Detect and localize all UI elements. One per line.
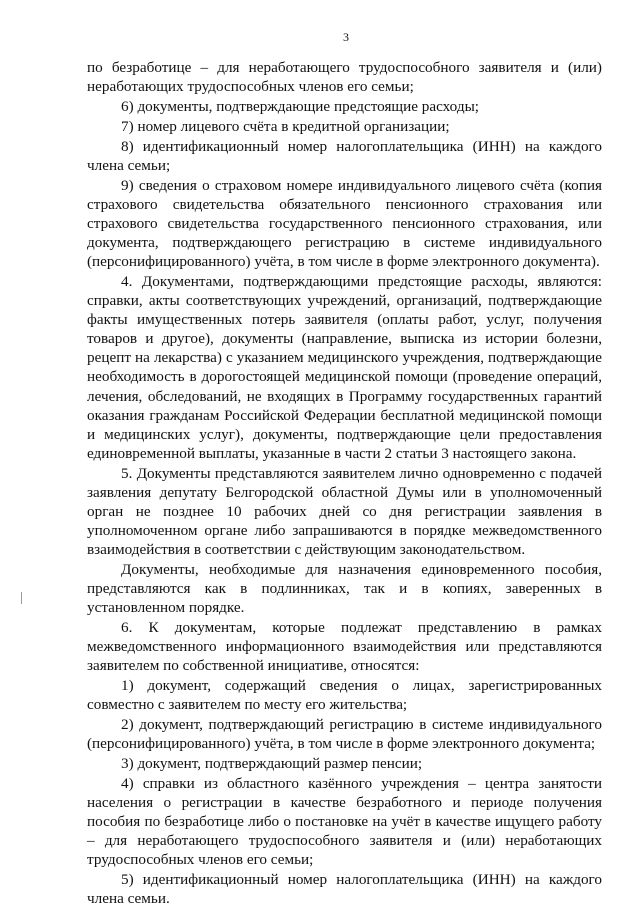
page-number: 3 (343, 30, 349, 44)
paragraph-item-9: 9) сведения о страховом номере индивидуального лицевого счёта (копия страхового свидетельства обязательного пенсионного страхования или страхового свидетельства государственного пенсионного страхования, или документа, подтверждающего регистрацию в системе индивидуального (персонифицированного) учёта, в том числе в форме электронного документа). (87, 176, 602, 271)
paragraph-continuation: по безработице – для неработающего трудоспособного заявителя и (или) неработающих трудоспособных членов его семьи; (87, 59, 602, 96)
paragraph-list-item-3: 3) документ, подтверждающий размер пенсии; (121, 755, 423, 773)
paragraph-section-6: 6. К документам, которые подлежат представлению в рамках межведомственного информационного взаимодействия или представляются заявителем по собственной инициативе, относятся: (87, 619, 602, 675)
document-body (87, 58, 602, 909)
paragraph-documents-copies: Документы, необходимые для назначения единовременного пособия, представляются как в подлинниках, так и в копиях, заверенных в установленном порядке. (87, 561, 602, 617)
paragraph-list-item-2: 2) документ, подтверждающий регистрацию в системе индивидуального (персонифицированного) учёта, в том числе в форме электронного документа; (87, 716, 602, 753)
paragraph-item-8: 8) идентификационный номер налогоплательщика (ИНН) на каждого члена семьи; (87, 137, 602, 174)
scan-artifact (21, 592, 22, 604)
paragraph-section-4: 4. Документами, подтверждающими предстоящие расходы, являются: справки, акты соответствующих учреждений, организаций, подтверждающие факты имущественных потерь заявителя (оплаты работ, услуг, получения товаров и другое), документы (направление, выписка из истории болезни, рецепт на лекарства) с указанием медицинского учреждения, подтверждающие необходимость в дорогостоящей медицинской помощи (проведение операций, лечения, обследований, не входящих в Программу государственных гарантий оказания гражданам Российской Федерации бесплатной медицинской помощи и медицинских услуг), документы, подтверждающие цели предоставления единовременной выплаты, указанные в части 2 статьи 3 настоящего закона. (87, 273, 602, 462)
paragraph-list-item-4: 4) справки из областного казённого учреждения – центра занятости населения о регистрации в качестве безработного и периоде получения пособия по безработице либо о постановке на учёт в качестве ищущего работу – для неработающего трудоспособного заявителя и (или) неработающих трудоспособных членов его семьи; (87, 775, 602, 869)
paragraph-item-6: 6) документы, подтверждающие предстоящие расходы; (121, 97, 479, 115)
paragraph-list-item-1: 1) документ, содержащий сведения о лицах, зарегистрированных совместно с заявителем по месту его жительства; (87, 677, 602, 714)
paragraph-list-item-5: 5) идентификационный номер налогоплательщика (ИНН) на каждого члена семьи. (87, 871, 602, 908)
paragraph-section-5: 5. Документы представляются заявителем лично одновременно с подачей заявления депутату Белгородской областной Думы или в уполномоченный орган не позднее 10 рабочих дней со дня регистрации заявления в уполномоченном органе либо запрашиваются в порядке межведомственного взаимодействия в соответствии с действующим законодательством. (87, 464, 602, 559)
paragraph-item-7: 7) номер лицевого счёта в кредитной организации; (121, 117, 450, 135)
